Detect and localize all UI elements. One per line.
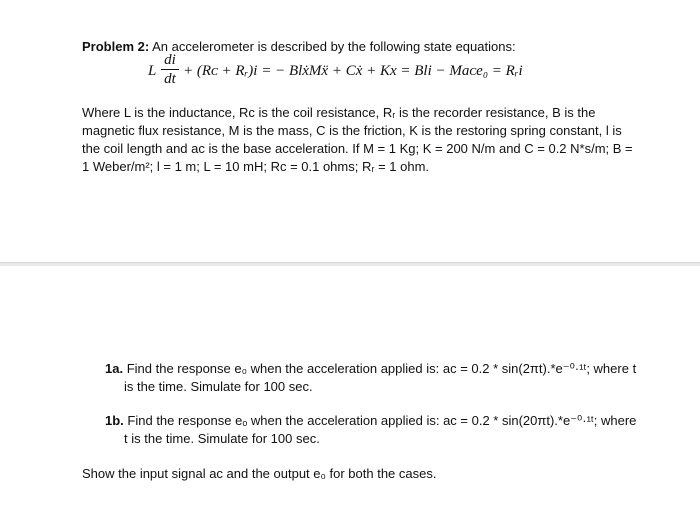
part-1b-text: Find the response eₒ when the acceleration applied is: aᴄ = 0.2 * sin(20πt).*e⁻⁰·¹ᵗ; where bbox=[127, 413, 637, 428]
fraction-bar bbox=[161, 69, 179, 70]
description-line: 1 Weber/m²; l = 1 m; L = 10 mH; Rᴄ = 0.1 ohms; Rᵣ = 1 ohm. bbox=[82, 159, 430, 174]
description-line: magnetic flux resistance, M is the mass, C is the friction, K is the restoring spring constant, l is bbox=[82, 123, 622, 138]
part-1a-text: Find the response e₀ when the acceleration applied is: aᴄ = 0.2 * sin(2πt).*e⁻⁰·¹ᵗ; where t bbox=[126, 361, 637, 376]
part-1b bbox=[105, 412, 637, 448]
closing-instruction: Show the input signal aᴄ and the output e₀ for both the cases. bbox=[82, 466, 437, 481]
fraction-numerator: di bbox=[164, 52, 176, 68]
description-line: the coil length and aᴄ is the base acceleration. If M = 1 Kg; K = 200 N/m and C = 0.2 N*s/m; B = bbox=[82, 141, 633, 156]
variable-description bbox=[82, 104, 633, 176]
part-1a-tag: 1a. bbox=[105, 361, 124, 376]
part-1b-tag: 1b. bbox=[105, 413, 124, 428]
part-1a-text-continued: is the time. Simulate for 100 sec. bbox=[124, 379, 313, 394]
fraction-denominator: dt bbox=[164, 71, 176, 87]
part-1b-text-continued: t is the time. Simulate for 100 sec. bbox=[124, 431, 320, 446]
equation-body: + (Rᴄ + Rᵣ)i = − BlẋMẍ + Cẋ + Kx = Bli − Maᴄe₀ = Rᵣi bbox=[183, 63, 523, 79]
description-line: Where L is the inductance, Rᴄ is the coil resistance, Rᵣ is the recorder resistance, B is the bbox=[82, 105, 596, 120]
equation-inductance-symbol: L bbox=[148, 63, 157, 79]
problem-label: Problem 2: bbox=[82, 39, 150, 54]
equation-derivative-fraction bbox=[161, 52, 179, 87]
problem-intro: An accelerometer is described by the following state equations: bbox=[152, 39, 516, 54]
page-1 bbox=[0, 0, 700, 262]
part-1a bbox=[105, 360, 637, 396]
problem-heading bbox=[82, 38, 516, 55]
